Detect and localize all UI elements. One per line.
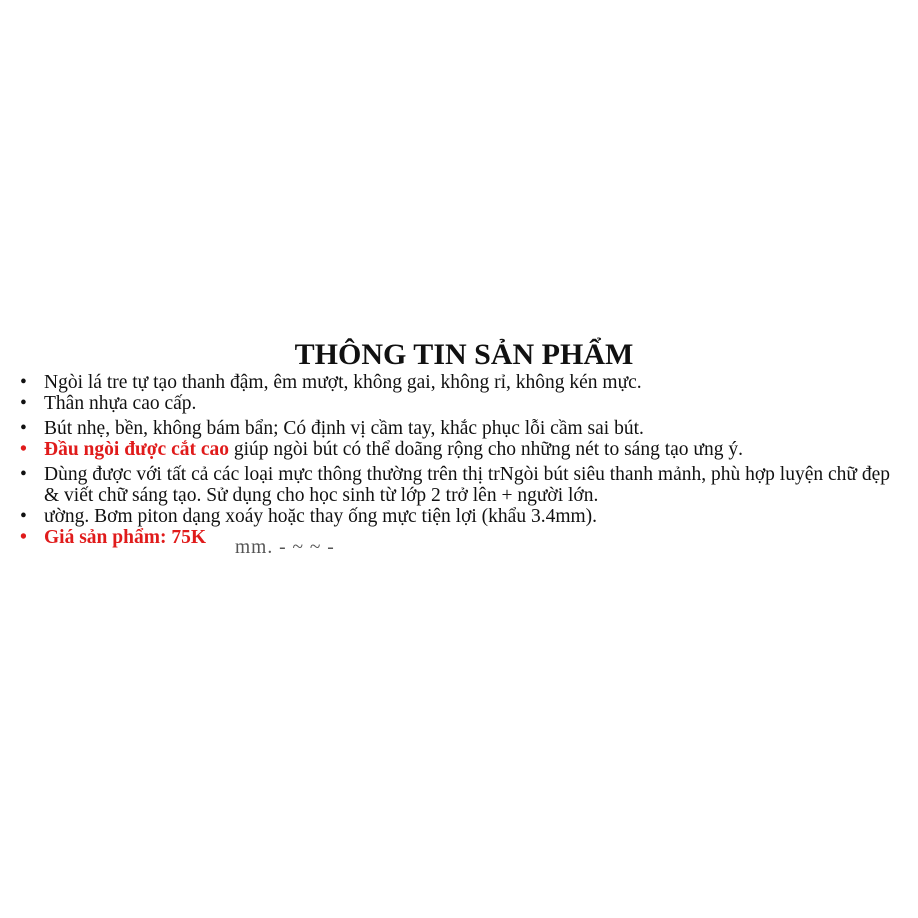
list-item: [0, 527, 918, 548]
list-item: [0, 439, 918, 460]
product-info-list: [0, 372, 918, 548]
list-item: [0, 464, 918, 506]
list-item-text: Ngòi lá tre tự tạo thanh đậm, êm mượt, không gai, không rỉ, không kén mực.: [44, 372, 642, 393]
list-item-highlight: Đầu ngòi được cắt cao: [44, 439, 229, 460]
bullet-icon: •: [20, 418, 27, 439]
bullet-icon: •: [20, 506, 27, 527]
list-item: [0, 372, 918, 393]
list-item-text: Thân nhựa cao cấp.: [44, 393, 197, 414]
bullet-icon: •: [20, 372, 27, 393]
bullet-icon: •: [20, 464, 27, 485]
list-item: [0, 393, 918, 414]
list-item-text: ường. Bơm piton dạng xoáy hoặc thay ống mực tiện lợi (khẩu 3.4mm).: [44, 506, 598, 527]
list-item-text: Dùng được với tất cả các loại mực thông thường trên thị trNgòi bút siêu thanh mảnh, phù hợp luyện chữ đẹp & viết chữ sáng tạo. Sử dụng cho học sinh từ lớp 2 trở lên + người lớn.: [44, 464, 891, 506]
list-item-text: Bút nhẹ, bền, không bám bẩn; Có định vị cầm tay, khắc phục lỗi cầm sai bút.: [44, 418, 644, 439]
list-item: [0, 506, 918, 527]
list-item-text: giúp ngòi bút có thể doãng rộng cho những nét to sáng tạo ưng ý.: [229, 439, 743, 460]
bullet-icon: •: [20, 527, 27, 548]
bullet-icon: •: [20, 439, 27, 460]
list-item: [0, 418, 918, 439]
bullet-icon: •: [20, 393, 27, 414]
clipped-text-fragment: mm. - ~ ~ -: [235, 537, 335, 558]
product-info-section: [0, 338, 918, 558]
page-title: THÔNG TIN SẢN PHẨM: [294, 338, 634, 371]
price-label: Giá sản phẩm: 75K: [44, 527, 206, 548]
